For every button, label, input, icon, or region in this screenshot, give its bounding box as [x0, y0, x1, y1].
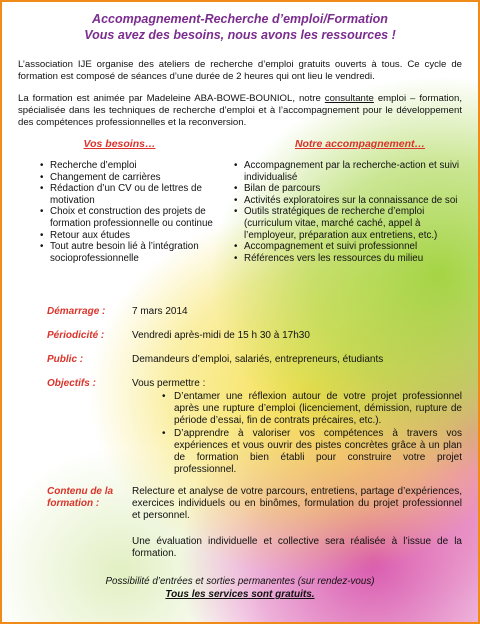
title-line-1: Accompagnement-Recherche d’emploi/Formation — [92, 12, 388, 26]
list-item: • Choix et construction des projets de formation professionnelle ou continue — [38, 206, 228, 229]
demarrage-value: 7 mars 2014 — [132, 306, 188, 317]
list-item: • Bilan de parcours — [232, 183, 464, 195]
periodicite-value: Vendredi après-midi de 15 h 30 à 17h30 — [132, 330, 310, 341]
contenu-paragraph-2: Une évaluation individuelle et collective sera réalisée à l’issue de la formation. — [132, 536, 462, 559]
list-item: • Retour aux études — [38, 230, 228, 242]
list-item: • D’entamer une réflexion autour de votre projet professionnel après une rupture d’emploi (licenciement, démission, rupture de période d’essai, fin de contrats précaires, etc.). — [162, 391, 462, 428]
list-item: • Recherche d’emploi — [38, 160, 228, 172]
list-item: • Rédaction d’un CV ou de lettres de motivation — [38, 183, 228, 206]
demarrage-label: Démarrage : — [47, 306, 106, 317]
public-label: Public : — [47, 354, 84, 365]
intro-paragraph-1: L’association IJE organise des ateliers de recherche d’emploi gratuits ouverts à tous. Ce cycle de formation est composé de séances d’une durée de 2 heures qui ont lieu le vendredi. — [18, 59, 462, 82]
intro-p2-after: emploi – formation, spécialisée dans les techniques de recherche d’emploi et à l’accompagnement pour le développement des compétences professionnelles et la reconversion. — [18, 93, 462, 128]
public-value: Demandeurs d’emploi, salariés, entrepreneurs, étudiants — [132, 354, 384, 365]
periodicite-label: Périodicité : — [47, 330, 105, 341]
list-item: • Références vers les ressources du milieu — [232, 253, 464, 265]
accompagnement-list — [232, 160, 464, 264]
objectifs-label: Objectifs : — [47, 378, 96, 389]
intro-paragraph-2 — [18, 93, 462, 129]
footer-line-2: Tous les services sont gratuits. — [165, 589, 315, 600]
footer-line-1: Possibilité d’entrées et sorties permanentes (sur rendez-vous) — [105, 576, 375, 587]
list-item: • D’apprendre à valoriser vos compétences à travers vos expériences et vous ouvrir des pistes concrètes grâce à un plan de formation bien établi pour construire votre projet professionnel. — [162, 428, 462, 477]
objectifs-intro: Vous permettre : — [132, 378, 206, 389]
objectifs-list — [162, 391, 462, 476]
contenu-paragraph-1: Relecture et analyse de votre parcours, entretiens, partage d’expériences, exercices individuels ou en binômes, formulation du projet professionnel et personnel. — [132, 486, 462, 521]
list-item: • Activités exploratoires sur la connaissance de soi — [232, 195, 464, 207]
intro-p2-underlined: consultante — [324, 93, 374, 104]
list-item: • Accompagnement et suivi professionnel — [232, 241, 464, 253]
accompagnement-heading: Notre accompagnement… — [294, 138, 426, 150]
list-item: • Accompagnement par la recherche-action et suivi individualisé — [232, 160, 464, 183]
list-item: • Outils stratégiques de recherche d’emploi (curriculum vitae, marché caché, appel à l’employeur, préparation aux entretiens, etc.) — [232, 206, 464, 241]
besoins-list — [38, 160, 228, 264]
contenu-label: Contenu de la formation : — [47, 486, 114, 509]
title-line-2: Vous avez des besoins, nous avons les ressources ! — [84, 28, 396, 42]
besoins-heading: Vos besoins… — [83, 138, 156, 150]
intro-p2-before: La formation est animée par Madeleine ABA-BOWE-BOUNIOL, notre — [18, 93, 325, 104]
list-item: • Changement de carrières — [38, 172, 228, 184]
list-item: • Tout autre besoin lié à l’intégration socioprofessionnelle — [38, 241, 228, 264]
